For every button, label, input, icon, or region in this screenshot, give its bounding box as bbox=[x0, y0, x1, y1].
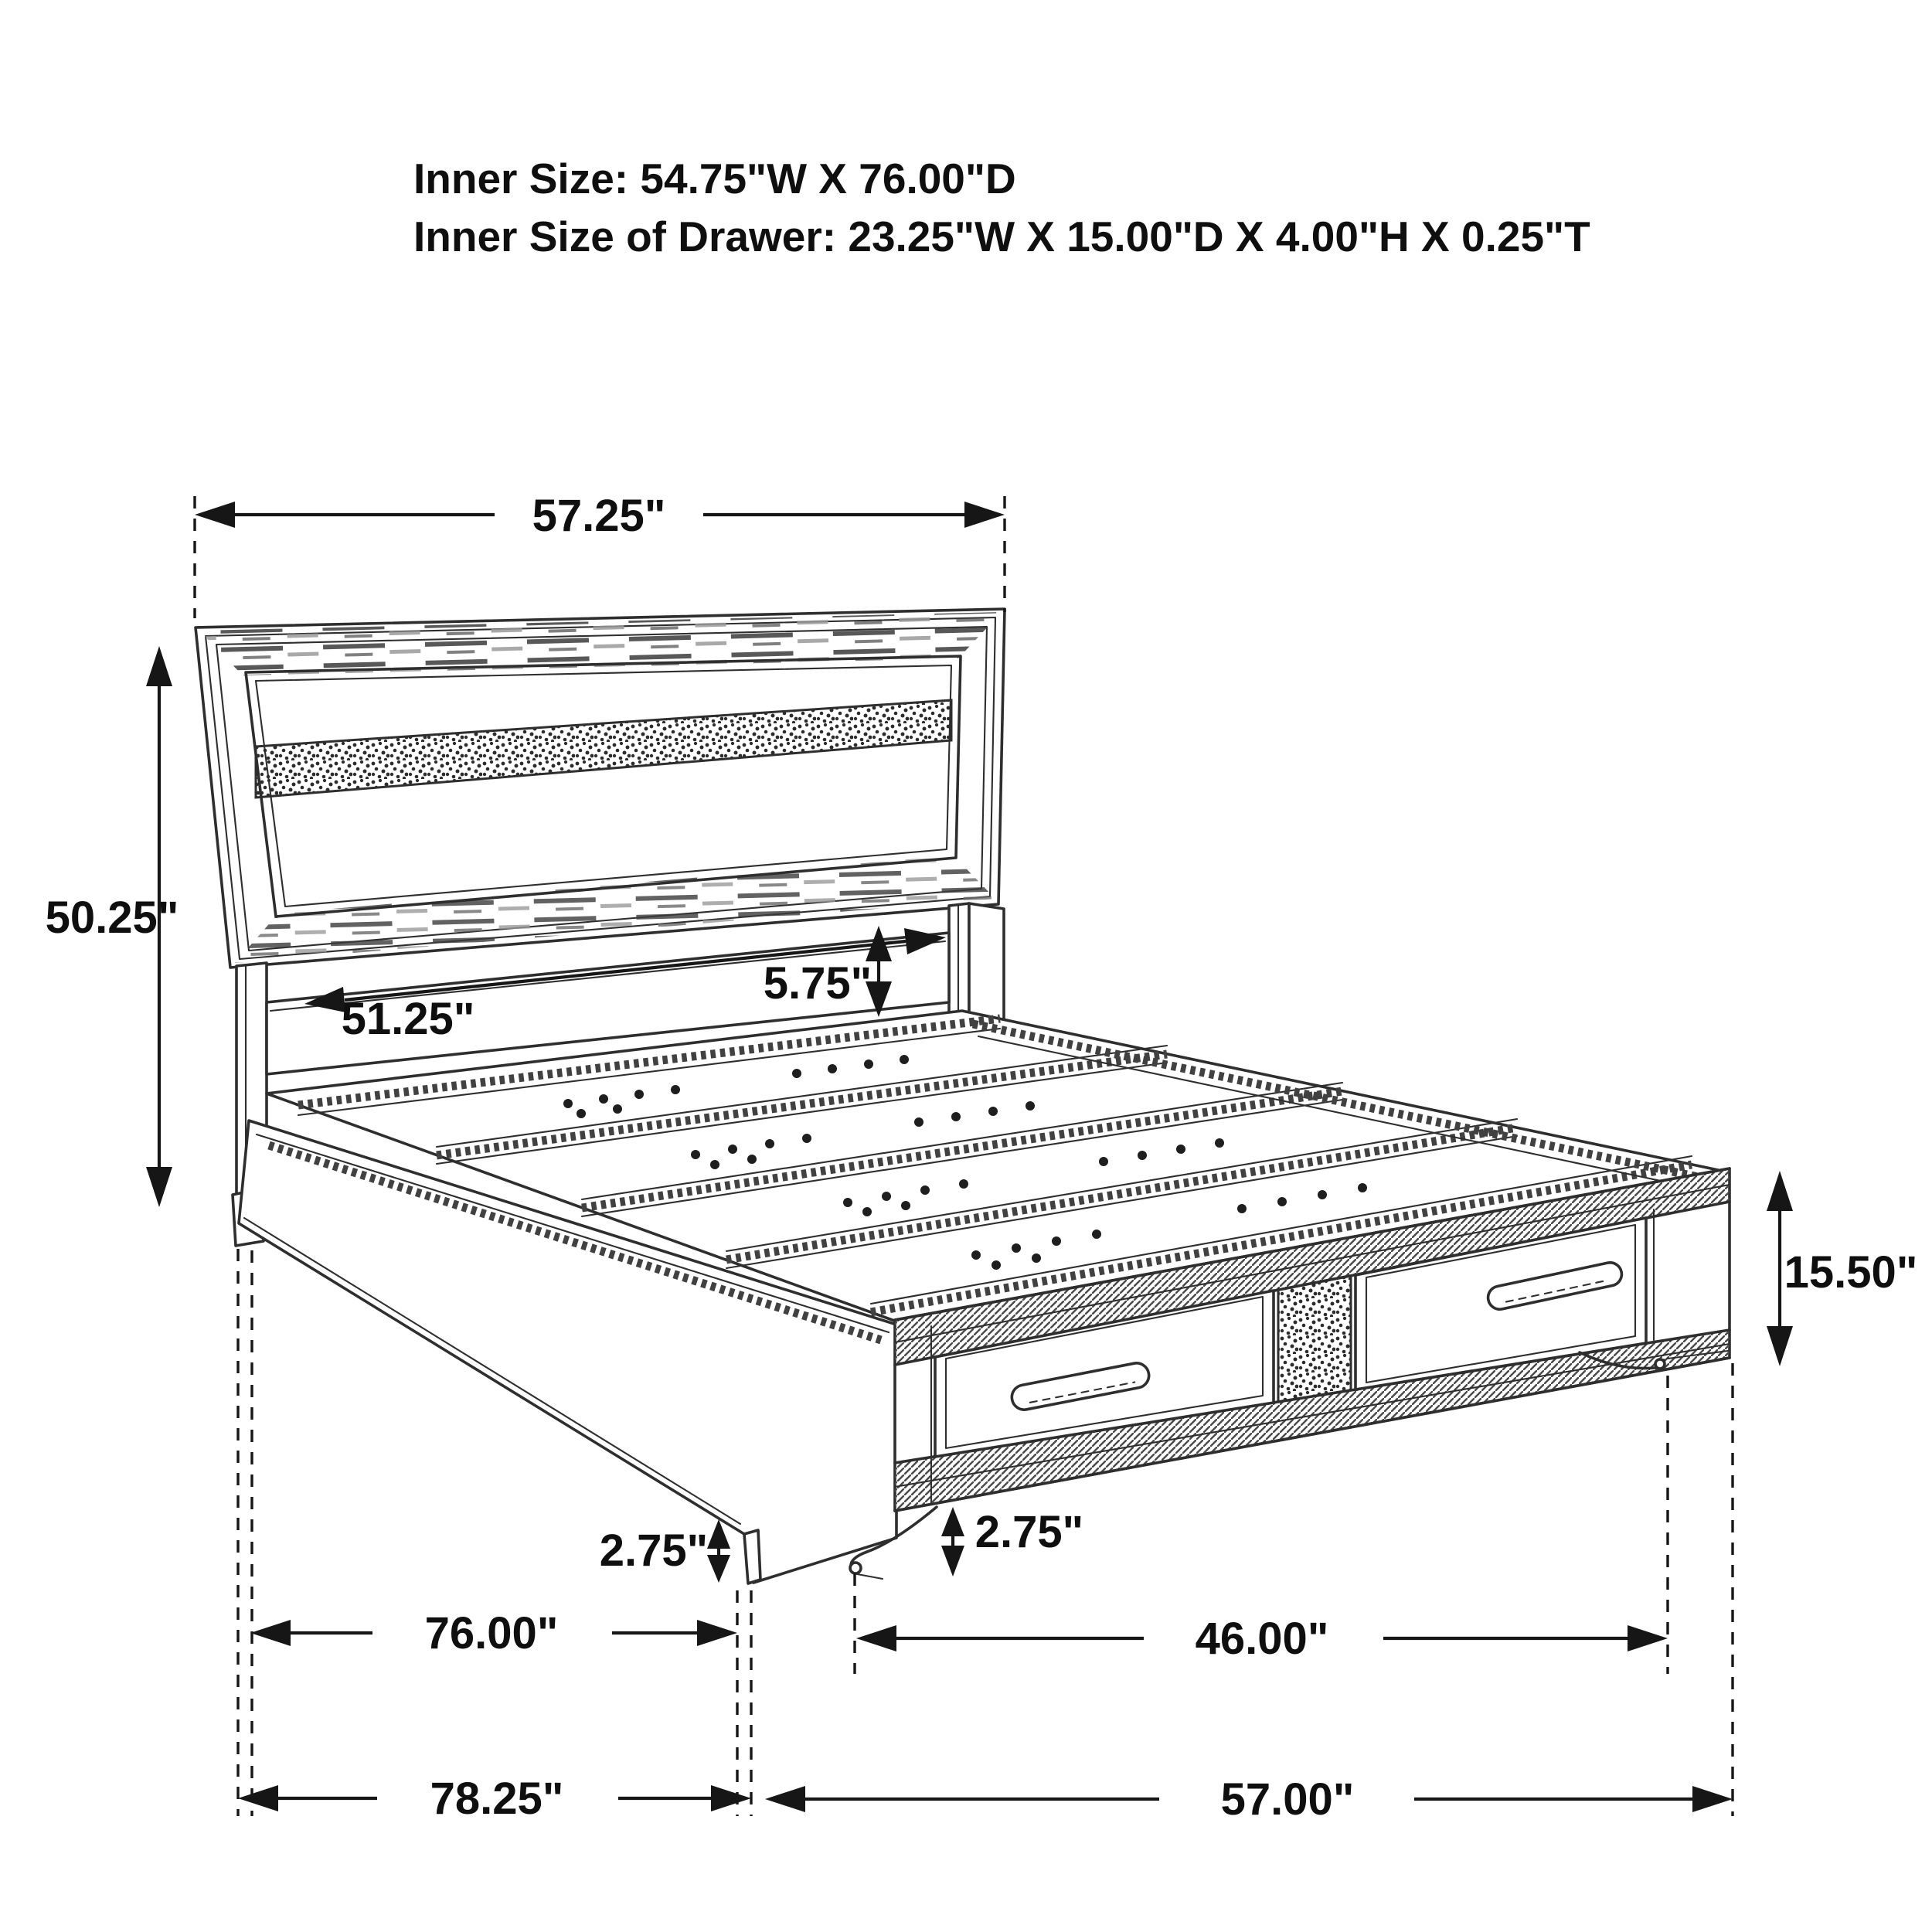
dim-label-headboard-inner-width: 51.25" bbox=[341, 994, 475, 1044]
dim-headboard-height bbox=[46, 646, 179, 1207]
headboard bbox=[196, 609, 1005, 968]
dim-label-footboard-width: 57.00" bbox=[1220, 1774, 1355, 1825]
dim-label-headboard-width: 57.25" bbox=[532, 491, 666, 541]
dim-label-overall-length: 78.25" bbox=[430, 1774, 564, 1824]
inner-size-of-drawer-line: Inner Size of Drawer: 23.25"W X 15.00"D X 4.00"H X 0.25"T bbox=[413, 213, 1590, 260]
dim-label-side-rail-foot-height: 2.75" bbox=[599, 1526, 709, 1576]
dim-drawer-section-width bbox=[856, 1614, 1668, 1664]
drawer-divider-sparkle bbox=[1278, 1276, 1351, 1402]
dim-footboard-foot-height bbox=[941, 1507, 1083, 1577]
dim-headboard-width bbox=[195, 491, 1005, 541]
dim-label-footboard-height: 15.50" bbox=[1784, 1247, 1918, 1298]
dim-label-drawer-section-width: 46.00" bbox=[1195, 1614, 1329, 1664]
dim-footboard-height bbox=[1767, 1171, 1917, 1366]
dim-side-rail-foot-height bbox=[600, 1519, 730, 1583]
inner-size-line: Inner Size: 54.75"W X 76.00"D bbox=[413, 155, 1016, 202]
dim-label-inner-length: 76.00" bbox=[424, 1608, 559, 1658]
dim-overall-length bbox=[238, 1774, 751, 1824]
dim-label-deck-gap: 5.75" bbox=[763, 958, 872, 1009]
dim-footboard-width bbox=[765, 1774, 1733, 1825]
side-rail-end-cap bbox=[744, 1530, 760, 1583]
dim-label-headboard-height: 50.25" bbox=[45, 893, 179, 943]
dim-label-footboard-foot-height: 2.75" bbox=[975, 1507, 1084, 1557]
title-block bbox=[413, 155, 1590, 260]
dim-inner-length bbox=[250, 1608, 737, 1658]
